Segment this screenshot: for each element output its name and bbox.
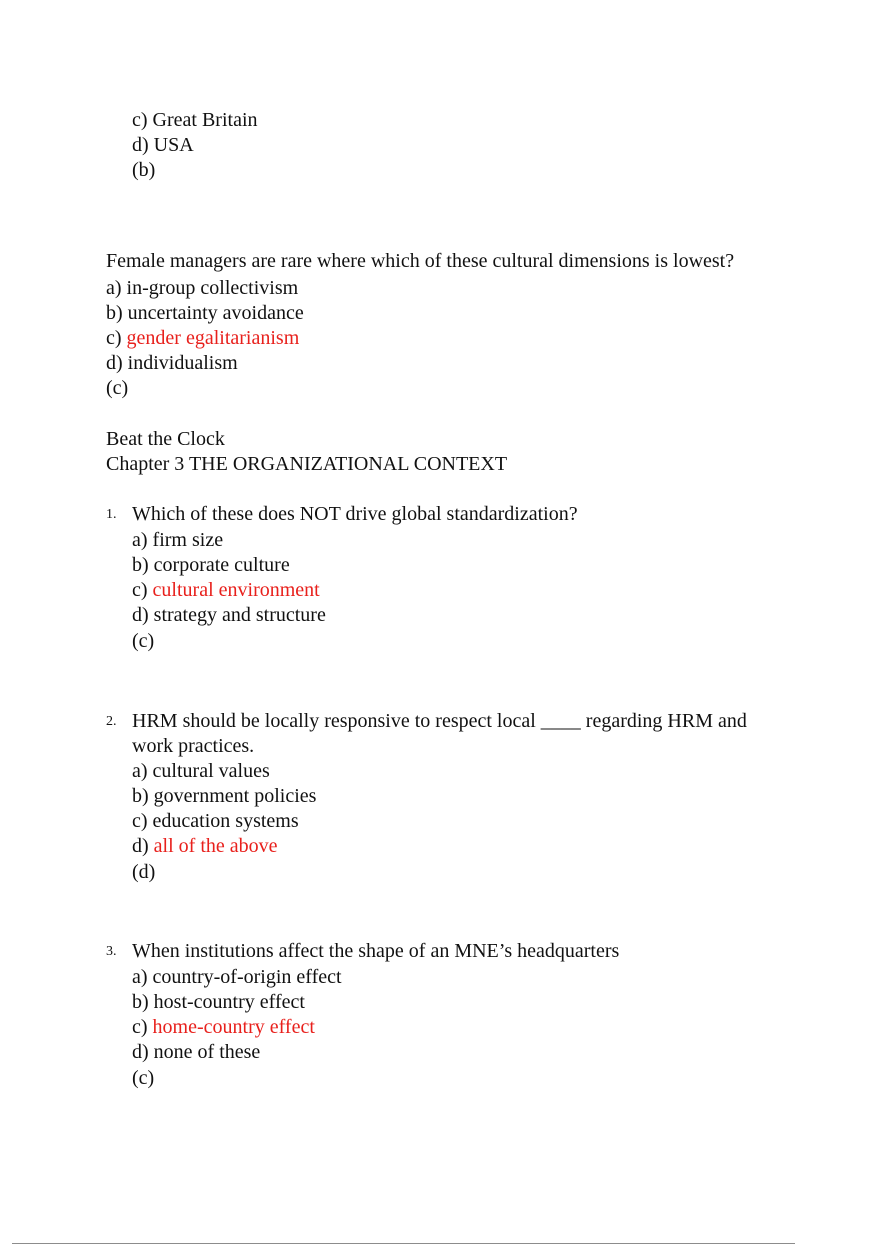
prev-option-d: d) USA: [132, 134, 194, 156]
question-text-line-1: HRM should be locally responsive to respect local ____ regarding HRM and: [132, 710, 747, 732]
option-a: a) firm size: [132, 529, 224, 551]
answer-key: (d): [132, 861, 156, 883]
question-number: 3.: [106, 944, 117, 959]
option-d: d) none of these: [132, 1041, 261, 1063]
question-text-line-2: work practices.: [132, 735, 255, 757]
question-text: Which of these does NOT drive global standardization?: [132, 503, 578, 525]
answer-key: (c): [132, 1067, 155, 1089]
question-text: When institutions affect the shape of an MNE’s headquarters: [132, 940, 620, 962]
question-number: 2.: [106, 714, 117, 729]
option-a: a) country-of-origin effect: [132, 966, 342, 988]
answer-key: (c): [106, 377, 129, 399]
prev-option-c: c) Great Britain: [132, 109, 258, 131]
question-text: Female managers are rare where which of these cultural dimensions is lowest?: [106, 250, 735, 272]
question-number: 1.: [106, 507, 117, 522]
option-b: b) host-country effect: [132, 991, 305, 1013]
option-b: b) uncertainty avoidance: [106, 302, 304, 324]
option-b: b) corporate culture: [132, 554, 290, 576]
option-d: d) individualism: [106, 352, 238, 374]
option-c-correct: c) gender egalitarianism: [106, 327, 300, 349]
chapter-title: Chapter 3 THE ORGANIZATIONAL CONTEXT: [106, 453, 508, 475]
option-a: a) cultural values: [132, 760, 270, 782]
footer-divider: [12, 1243, 795, 1244]
option-c: c) education systems: [132, 810, 299, 832]
option-d-correct: d) all of the above: [132, 835, 278, 857]
option-c-correct: c) home-country effect: [132, 1016, 315, 1038]
option-a: a) in-group collectivism: [106, 277, 299, 299]
option-b: b) government policies: [132, 785, 317, 807]
answer-key: (c): [132, 630, 155, 652]
prev-answer: (b): [132, 159, 156, 181]
option-d: d) strategy and structure: [132, 604, 326, 626]
section-title: Beat the Clock: [106, 428, 225, 450]
option-c-correct: c) cultural environment: [132, 579, 320, 601]
